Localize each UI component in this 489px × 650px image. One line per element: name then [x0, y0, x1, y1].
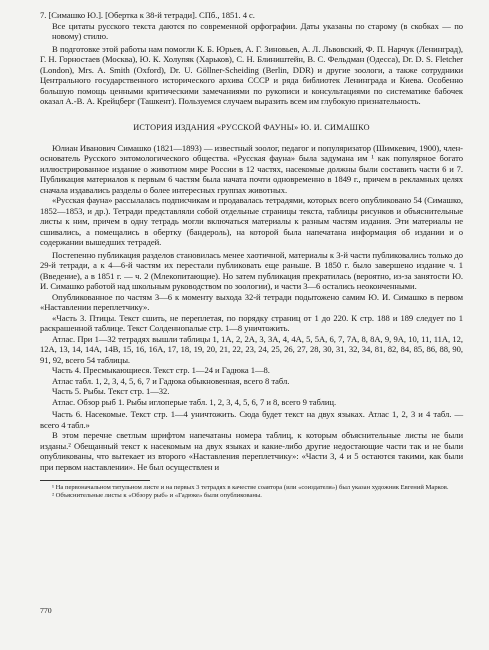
paragraph-issues: «Русская фауна» рассылалась подписчикам и продавалась тетрадями, которых всего опубликовано 54 (Симашко, 1852—1853, и др.). Тетради представляли собой отдельные страницы текста, таблицы рисунков и объяснительные листы к ним, причем в одну тетрадь могли включаться материалы к разным частям издания. Эти материалы не сшивались, а помещались в обертку (бандероль), на которой была напечатана информация об издании и о содержании вышедших тетрадей. — [40, 195, 463, 247]
bibliography-item-7 — [40, 10, 463, 21]
footnote-divider — [40, 480, 150, 481]
paragraph-publication: Постепенно публикация разделов становилась менее хаотичной, материалы к 3-й части публиковались только до 29-й тетради, а к 4—6-й частям их перестали публиковать еще раньше. В 1850 г. было завершено издание ч. 1 (Введение), а в 1851 г. — ч. 2 (Млекопитающие). Но затем публикация прекратилась (вероятно, из-за занятости Ю. И. Симашко работой над школьным руководством по зоологии), и части 3—6 остались неоконченными. — [40, 249, 463, 291]
quote-part-3: «Часть 3. Птицы. Текст сшить, не переплетая, по порядку страниц от 1 до 220. К стр. 188 и 189 следует по 1 раскрашенной таблице. Текст Солденнопалые стр. 1—8 уничтожить. — [40, 312, 463, 333]
bibliography-item-text: 7. [Симашко Ю.]. [Обертка к 38-й тетради]. СПб., 1851. 4 с. — [40, 10, 255, 20]
quote-part-4: Часть 4. Пресмыкающиеся. Текст стр. 1—24 и Гадюка 1—8. — [52, 365, 270, 375]
footnote-1: ¹ На первоначальном титульном листе и на первых 3 тетрадях в качестве соавтора (или «соиздателя») был указан художник Евгений Марков. — [52, 484, 449, 491]
quote-part-6: Часть 6. Насекомые. Текст стр. 1—4 уничтожить. Сюда будет текст на двух языках. Атлас 1, 2, 3 и 4 табл. — всего 4 табл.» — [40, 409, 463, 430]
footnote-2: ² Объяснительные листы к «Обзору рыб» и «Гадюке» были опубликованы. — [52, 492, 262, 500]
quote-atlas-part-4: Атлас табл. 1, 2, 3, 4, 5, 6, 7 и Гадюка обыкновенная, всего 8 табл. — [52, 375, 290, 386]
quote-part-5: Часть 5. Рыбы. Текст стр. 1—32. — [52, 386, 170, 396]
quote-atlas-list: Атлас. При 1—32 тетрадях вышли таблицы 1, 1A, 2, 2A, 3, 3A, 4, 4A, 5, 5A, 6, 7, 7A, 8, 8A, 9, 9A, 10, 11, 11A, 12, 12A, 13, 14, 14A, 14B, 15, 16, 16A, 17, 18, 19, 20, 21, 22, 23, 24, 25, 26, 27, 28, 30, 31, 32, 34, 81, 82, 84, 85, 86, 88, 90, 91, 92, всего 54 таблицы. — [40, 333, 463, 365]
acknowledgement-paragraph: В подготовке этой работы нам помогли К. Б. Юрьев, А. Г. Зиновьев, А. Л. Львовский, Ф. П. Нарчук (Ленинград), Г. Н. Горностаев (Москва), Ю. К. Холупяк (Харьков), С. Н. Блиништейн, В. С. Фельдман (Одесса), Dr. D. S. Fletcher (London), Mrs. A. Smith (Oxford), Dr. U. Göllner-Scheiding (Berlin, DDR) и другие зоологи, а также сотрудники Центрального государственного исторического архива СССР и ряда библиотек Ленинграда и Киева. Особенно большую помощь ценными критическими замечаниями по рукописи и консультациями по систематике бабочек оказал А.-В. А. Крейцберг (Ташкент). Пользуемся случаем выразить всем им глубокую признательность. — [40, 43, 463, 106]
quote-atlas-part-5: Атлас. Обзор рыб 1. Рыбы иглоперые табл. 1, 2, 3, 4, 5, 6, 7 и 8, всего 9 таблиц. — [52, 396, 337, 407]
paragraph-commentary: В этом перечне светлым шрифтом напечатаны номера таблиц, к которым объяснительные листы не были изданы.² Обещанный текст к насекомым на двух языках и какие-либо другие недостающие части так и не были опубликованы, что вытекает из второго «Наставления переплетчику»: «Части 3, 4 и 5 остаются такими, как были при первом наставлении». Не был осуществлен и — [40, 430, 463, 472]
paragraph-intro: Юлиан Иванович Симашко (1821—1893) — известный зоолог, педагог и популяризатор (Шимкевич, 1900), член-основатель Русского энтомологического общества. «Русская фауна» была задумана им ¹ как популярное богато иллюстрированное издание о животном мире России в 12 частях, насекомые должны были составить части 6 и 7. Публикация материалов к первым 6 частям была начата почти одновременно в 1849 г., причем в рекламных целях сначала издавались разделы о более интересных группах животных. — [40, 142, 463, 195]
page-number: 770 — [40, 606, 52, 615]
paragraph-summary: Опубликованное по частям 3—6 к моменту выхода 32-й тетради подытожено самим Ю. И. Симашко в первом «Наставлении переплетчику». — [40, 291, 463, 312]
section-heading: ИСТОРИЯ ИЗДАНИЯ «РУССКОЙ ФАУНЫ» Ю. И. СИМАШКО — [133, 122, 370, 132]
citation-note: Все цитаты русского текста даются по современной орфографии. Даты указаны по старому (в скобках — по новому) стилю. — [52, 20, 463, 41]
